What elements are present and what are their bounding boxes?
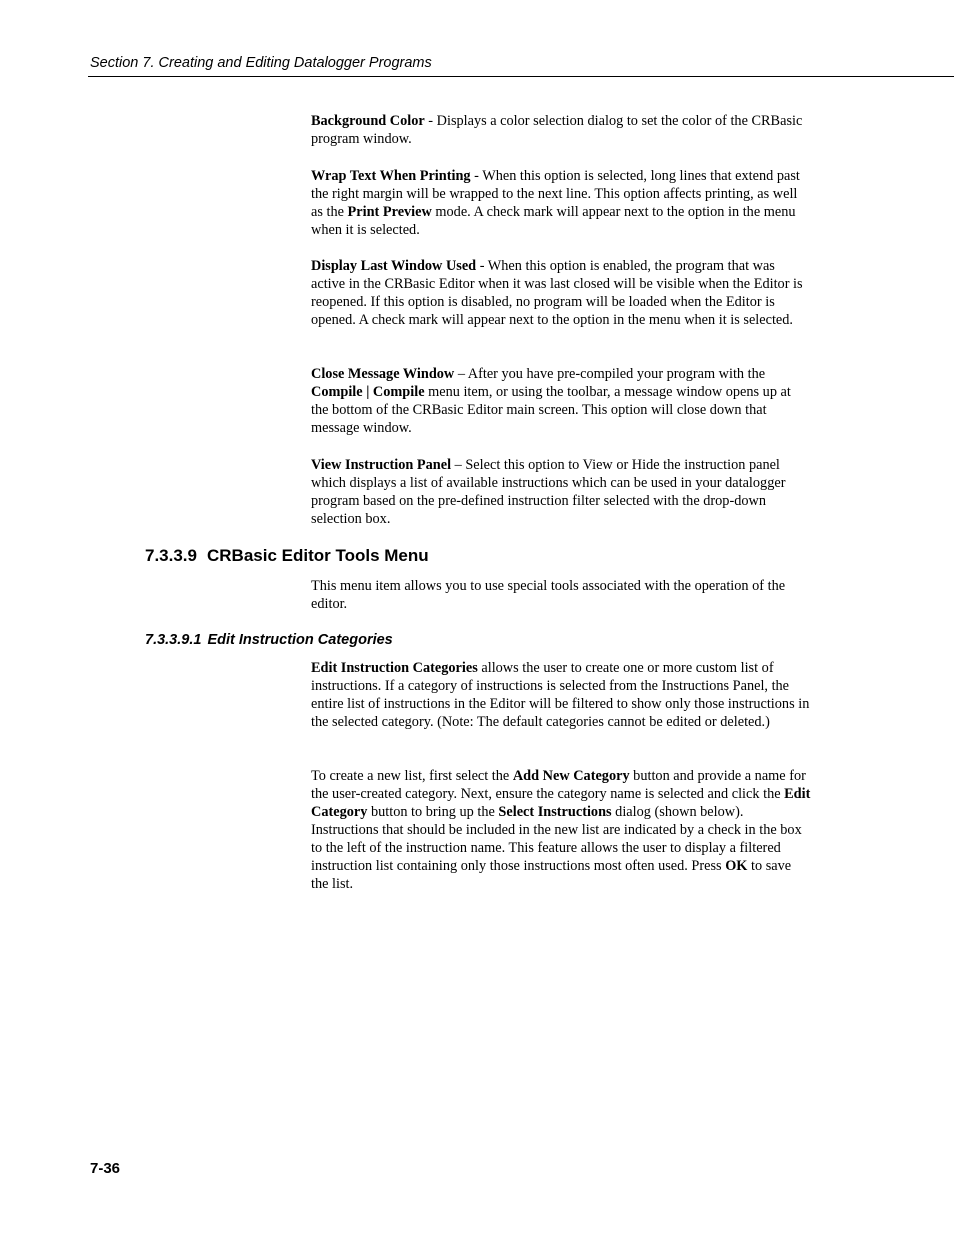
page-number: 7-36 [90, 1160, 121, 1177]
paragraph-text: button and provide a name for the user-created category. Next, ensure the category name is selected and click the [311, 768, 806, 802]
option-text: - When this option is selected, long lines that extend past the right margin will be wrapped to the next line. This option affects printing, as well as the [311, 168, 800, 220]
inline-term: Edit Instruction Categories [311, 660, 478, 676]
option-term: Background Color [311, 113, 425, 129]
option-display-last-window [311, 257, 811, 329]
section-heading-tools-menu [145, 546, 429, 566]
paragraph-text: dialog (shown below). Instructions that should be included in the new list are indicated by a check in the box to the left of the instruction name. This feature allows the user to display a filtered instruction list containing only those instructions most often used. Press [311, 804, 802, 874]
section-number: 7.3.3.9 [145, 546, 197, 565]
option-term: Close Message Window [311, 366, 455, 382]
option-background-color [311, 112, 811, 148]
paragraph: This menu item allows you to use special tools associated with the operation of the editor. [311, 578, 786, 612]
option-term-inline: Compile | Compile [311, 384, 425, 400]
option-text: – After you have pre-compiled your program with the [454, 366, 766, 382]
paragraph-text: button to bring up the [367, 804, 499, 820]
running-header: Section 7. Creating and Editing Datalogger Programs [90, 55, 432, 71]
option-text: – Select this option to View or Hide the instruction panel which displays a list of available instructions which can be used in your datalogger program based on the pre-defined instruction filter selected with the drop-down selection box. [311, 457, 786, 527]
option-view-instruction-panel [311, 456, 811, 528]
option-term-inline: Print Preview [347, 204, 432, 220]
option-text: menu item, or using the toolbar, a message window opens up at the bottom of the CRBasic Editor main screen. This option will close down that message window. [311, 384, 791, 436]
section-heading-edit-categories [145, 632, 393, 648]
inline-term: Add New Category [512, 768, 630, 784]
option-close-message-window [311, 365, 811, 437]
tools-menu-intro [311, 577, 811, 613]
option-term: Wrap Text When Printing [311, 168, 471, 184]
option-text: - Displays a color selection dialog to set the color of the CRBasic program window. [311, 113, 803, 147]
inline-term: Edit Category [311, 786, 811, 820]
option-wrap-text [311, 167, 811, 239]
option-term: View Instruction Panel [311, 457, 452, 473]
inline-term: OK [725, 858, 748, 874]
option-term: Display Last Window Used [311, 258, 477, 274]
inline-term: Select Instructions [498, 804, 612, 820]
section-number: 7.3.3.9.1 [145, 632, 202, 648]
paragraph-text: To create a new list, first select the [311, 768, 513, 784]
paragraph-text: to save the list. [311, 858, 792, 892]
option-text: mode. A check mark will appear next to the option in the menu when it is selected. [311, 204, 796, 238]
edit-categories-paragraph-1 [311, 659, 811, 731]
header-rule [88, 76, 954, 77]
paragraph-text: allows the user to create one or more custom list of instructions. If a category of instructions is selected from the Instructions Panel, the entire list of instructions in the Editor will be filtered to show only those instructions in the selected category. (Note: The default categories cannot be edited or deleted.) [311, 660, 810, 730]
option-text: - When this option is enabled, the program that was active in the CRBasic Editor when it was last closed will be visible when the Editor is reopened. If this option is disabled, no program will be loaded when the Editor is opened. A check mark will appear next to the option in the menu when it is selected. [311, 258, 803, 328]
edit-categories-paragraph-2 [311, 767, 811, 893]
section-title: Edit Instruction Categories [207, 632, 393, 648]
section-title: CRBasic Editor Tools Menu [207, 546, 429, 565]
